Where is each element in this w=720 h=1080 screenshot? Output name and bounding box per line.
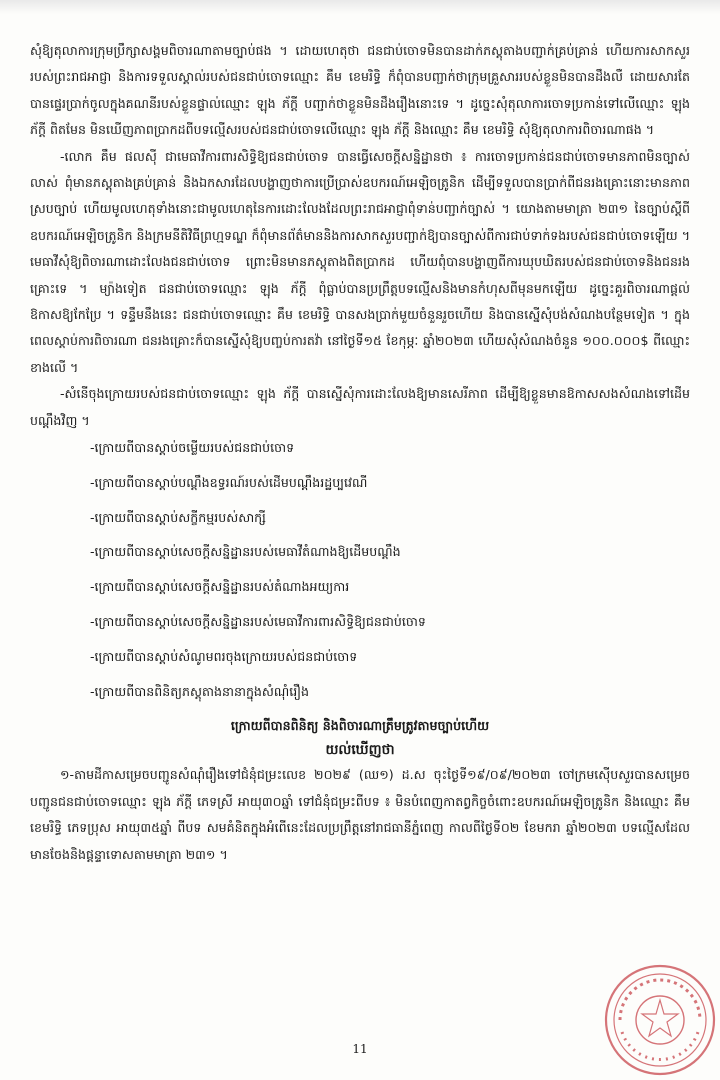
procedure-step: -ក្រោយពីបានស្តាប់សំណូមពរចុងក្រោយរបស់ជនជាប់ចោទ (90, 648, 358, 664)
procedure-steps-list (30, 436, 690, 704)
official-seal-icon (600, 960, 720, 1080)
procedure-step: -ក្រោយពីបានស្តាប់សេចក្តីសន្និដ្ឋានរបស់មេធាវីការពារសិទ្ធិឱ្យជនជាប់ចោទ (90, 614, 426, 630)
verdict-heading: យល់ឃើញថា (325, 742, 395, 759)
final-paragraph: ១-តាមដីកាសម្រេចបញ្ជូនសំណុំរឿងទៅជំនុំជម្រះលេខ ២០២៩ (ឈ១) ដ.ស ចុះថ្ងៃទី១៩/០៩/២០២៣ ចៅក្រមស៊ើបសួរបានសម្រេចបញ្ជូនជនជាប់ចោទឈ្មោះ ឡុង ភ័ក្តី ភេទស្រី អាយុ៣០ឆ្នាំ ទៅជំនុំជម្រះពីបទ ៖ មិនបំពេញកាតព្វកិច្ចចំពោះឧបករណ៍អេឡិចត្រូនិក និងឈ្មោះ គឹម ខេមរិទ្ធិ ភេទប្រុស អាយុ៣៥ឆ្នាំ ពីបទ សមគំនិតក្នុងអំពើនេះដែលប្រព្រឹត្តនៅរាជធានីភ្នំពេញ កាលពីថ្ងៃទី០២ ខែមករា ឆ្នាំ២០២៣ បទល្មើសដែលមានចែងនិងផ្តន្ទាទោសតាមមាត្រា ២៣១ ។ (30, 767, 690, 862)
procedure-step: -ក្រោយពីបានស្តាប់ចម្លើយរបស់ជនជាប់ចោទ (90, 440, 295, 456)
deliberation-heading: ក្រោយពីបានពិនិត្យ និងពិចារណាត្រឹមត្រូវតាមច្បាប់ហើយ (230, 718, 490, 734)
paragraph-2: -លោក គឹម ផលស៊ី ជាមេធាវីការពារសិទ្ធិឱ្យជនជាប់ចោទ បានធ្វើសេចក្តីសន្និដ្ឋានថា ៖ ការចោទប្រកាន់ជនជាប់ចោទមានភាពមិនច្បាស់លាស់ ពុំមានភស្តុតាងគ្រប់គ្រាន់ និងឯកសារដែលបង្ហាញថាការប្រើប្រាស់ឧបករណ៍អេឡិចត្រូនិក ដើម្បីទទួលបានប្រាក់ពីជនរងគ្រោះនោះមានភាពស្របច្បាប់ ហើយមូលហេតុទាំងនោះជាមូលហេតុនៃការដោះលែងដែលព្រះរាជអាជ្ញាពុំទាន់បញ្ជាក់ច្បាស់ ។ យោងតាមមាត្រា ២៣១ នៃច្បាប់ស្តីពីឧបករណ៍អេឡិចត្រូនិក និងក្រមនីតិវិធីព្រហ្មទណ្ឌ ក៏ពុំមានព័ត៌មាននិងការសាកសួរបញ្ជាក់ឱ្យបានច្បាស់ពីការជាប់ទាក់ទងរបស់ជនជាប់ចោទឡើយ ។ មេធាវីសុំឱ្យពិចារណាដោះលែងជនជាប់ចោទ ព្រោះមិនមានភស្តុតាងពិតប្រាកដ ហើយពុំបានបង្ហាញពីការឃុបឃិតរបស់ជនជាប់ចោទនិងជនរងគ្រោះទេ ។ ម្យ៉ាងទៀត ជនជាប់ចោទឈ្មោះ ឡុង ភ័ក្តី ពុំធ្លាប់បានប្រព្រឹត្តបទល្មើសនិងមានកំហុសពីមុនមកឡើយ ដូច្នេះគួរពិចារណាផ្តល់ឱកាសឱ្យកែប្រែ ។ ទន្ទឹមនឹងនេះ ជនជាប់ចោទឈ្មោះ គឹម ខេមរិទ្ធិ បានសងប្រាក់មួយចំនួនរួចហើយ និងបានស្នើសុំបង់សំណងបន្ថែមទៀត ។ ក្នុងពេលស្ដាប់ការពិចារណា ជនរងគ្រោះក៏បានស្នើសុំឱ្យបញ្ចប់ការតវ៉ា នៅថ្ងៃទី១៥ ខែកុម្ភៈ ឆ្នាំ២០២៣ ហើយសុំសំណងចំនួន ១០០.០០០$ ពីឈ្មោះខាងលើ ។ (30, 148, 690, 375)
procedure-step: -ក្រោយពីបានពិនិត្យភស្តុតាងនានាក្នុងសំណុំរឿង (90, 683, 310, 699)
paragraph-1: សុំឱ្យតុលាការក្រុមប្រឹក្សាសង្គមពិចារណាតាមច្បាប់ផង ។ ដោយហេតុថា ជនជាប់ចោទមិនបានដាក់ភស្តុតាងបញ្ជាក់គ្រប់គ្រាន់ ហើយការសាកសួររបស់ព្រះរាជអាជ្ញា និងការទទួលស្គាល់របស់ជនជាប់ចោទឈ្មោះ គឹម ខេមរិទ្ធិ ក៏ពុំបានបញ្ជាក់ថាក្រុមគ្រួសាររបស់ខ្លួនមិនបានដឹងលឺ ដោយសារតែបានផ្ទេរប្រាក់ចូលក្នុងគណនីរបស់ខ្លួនផ្ទាល់ឈ្មោះ ឡុង ភ័ក្តី បញ្ជាក់ថាខ្លួនមិនដឹងរឿងនោះទេ ។ ដូច្នេះសុំតុលាការចោទប្រកាន់ទៅលើឈ្មោះ ឡុង ភ័ក្តី ពិតមែន មិនឃើញភាពប្រាកដពីបទល្មើសរបស់ជនជាប់ចោទលើឈ្មោះ ឡុង ភ័ក្តី និងឈ្មោះ គឹម ខេមរិទ្ធិ សុំឱ្យតុលាការពិចារណាផង ។ (30, 43, 690, 138)
paragraph-3: -សំនើចុងក្រោយរបស់ជនជាប់ចោទឈ្មោះ ឡុង ភ័ក្តី បានស្នើសុំការដោះលែងឱ្យមានសេរីភាព ដើម្បីឱ្យខ្លួនមានឱកាសសងសំណងទៅដើមបណ្តឹងវិញ ។ (30, 386, 690, 428)
page-number: 11 (352, 1042, 368, 1056)
scan-top-edge (0, 0, 720, 14)
procedure-step: -ក្រោយពីបានស្តាប់បណ្តឹងឧទ្ធរណ៍របស់ដើមបណ្តឹងរដ្ឋប្បវេណី (90, 474, 368, 490)
procedure-step: -ក្រោយពីបានស្តាប់សេចក្តីសន្និដ្ឋានរបស់មេធាវីតំណាងឱ្យដើមបណ្តឹង (90, 544, 401, 560)
procedure-step: -ក្រោយពីបានស្តាប់សេចក្តីសន្និដ្ឋានរបស់តំណាងអយ្យការ (90, 579, 350, 595)
procedure-step: -ក្រោយពីបានស្តាប់សក្ខីកម្មរបស់សាក្សី (90, 509, 266, 525)
document-body (30, 38, 690, 868)
